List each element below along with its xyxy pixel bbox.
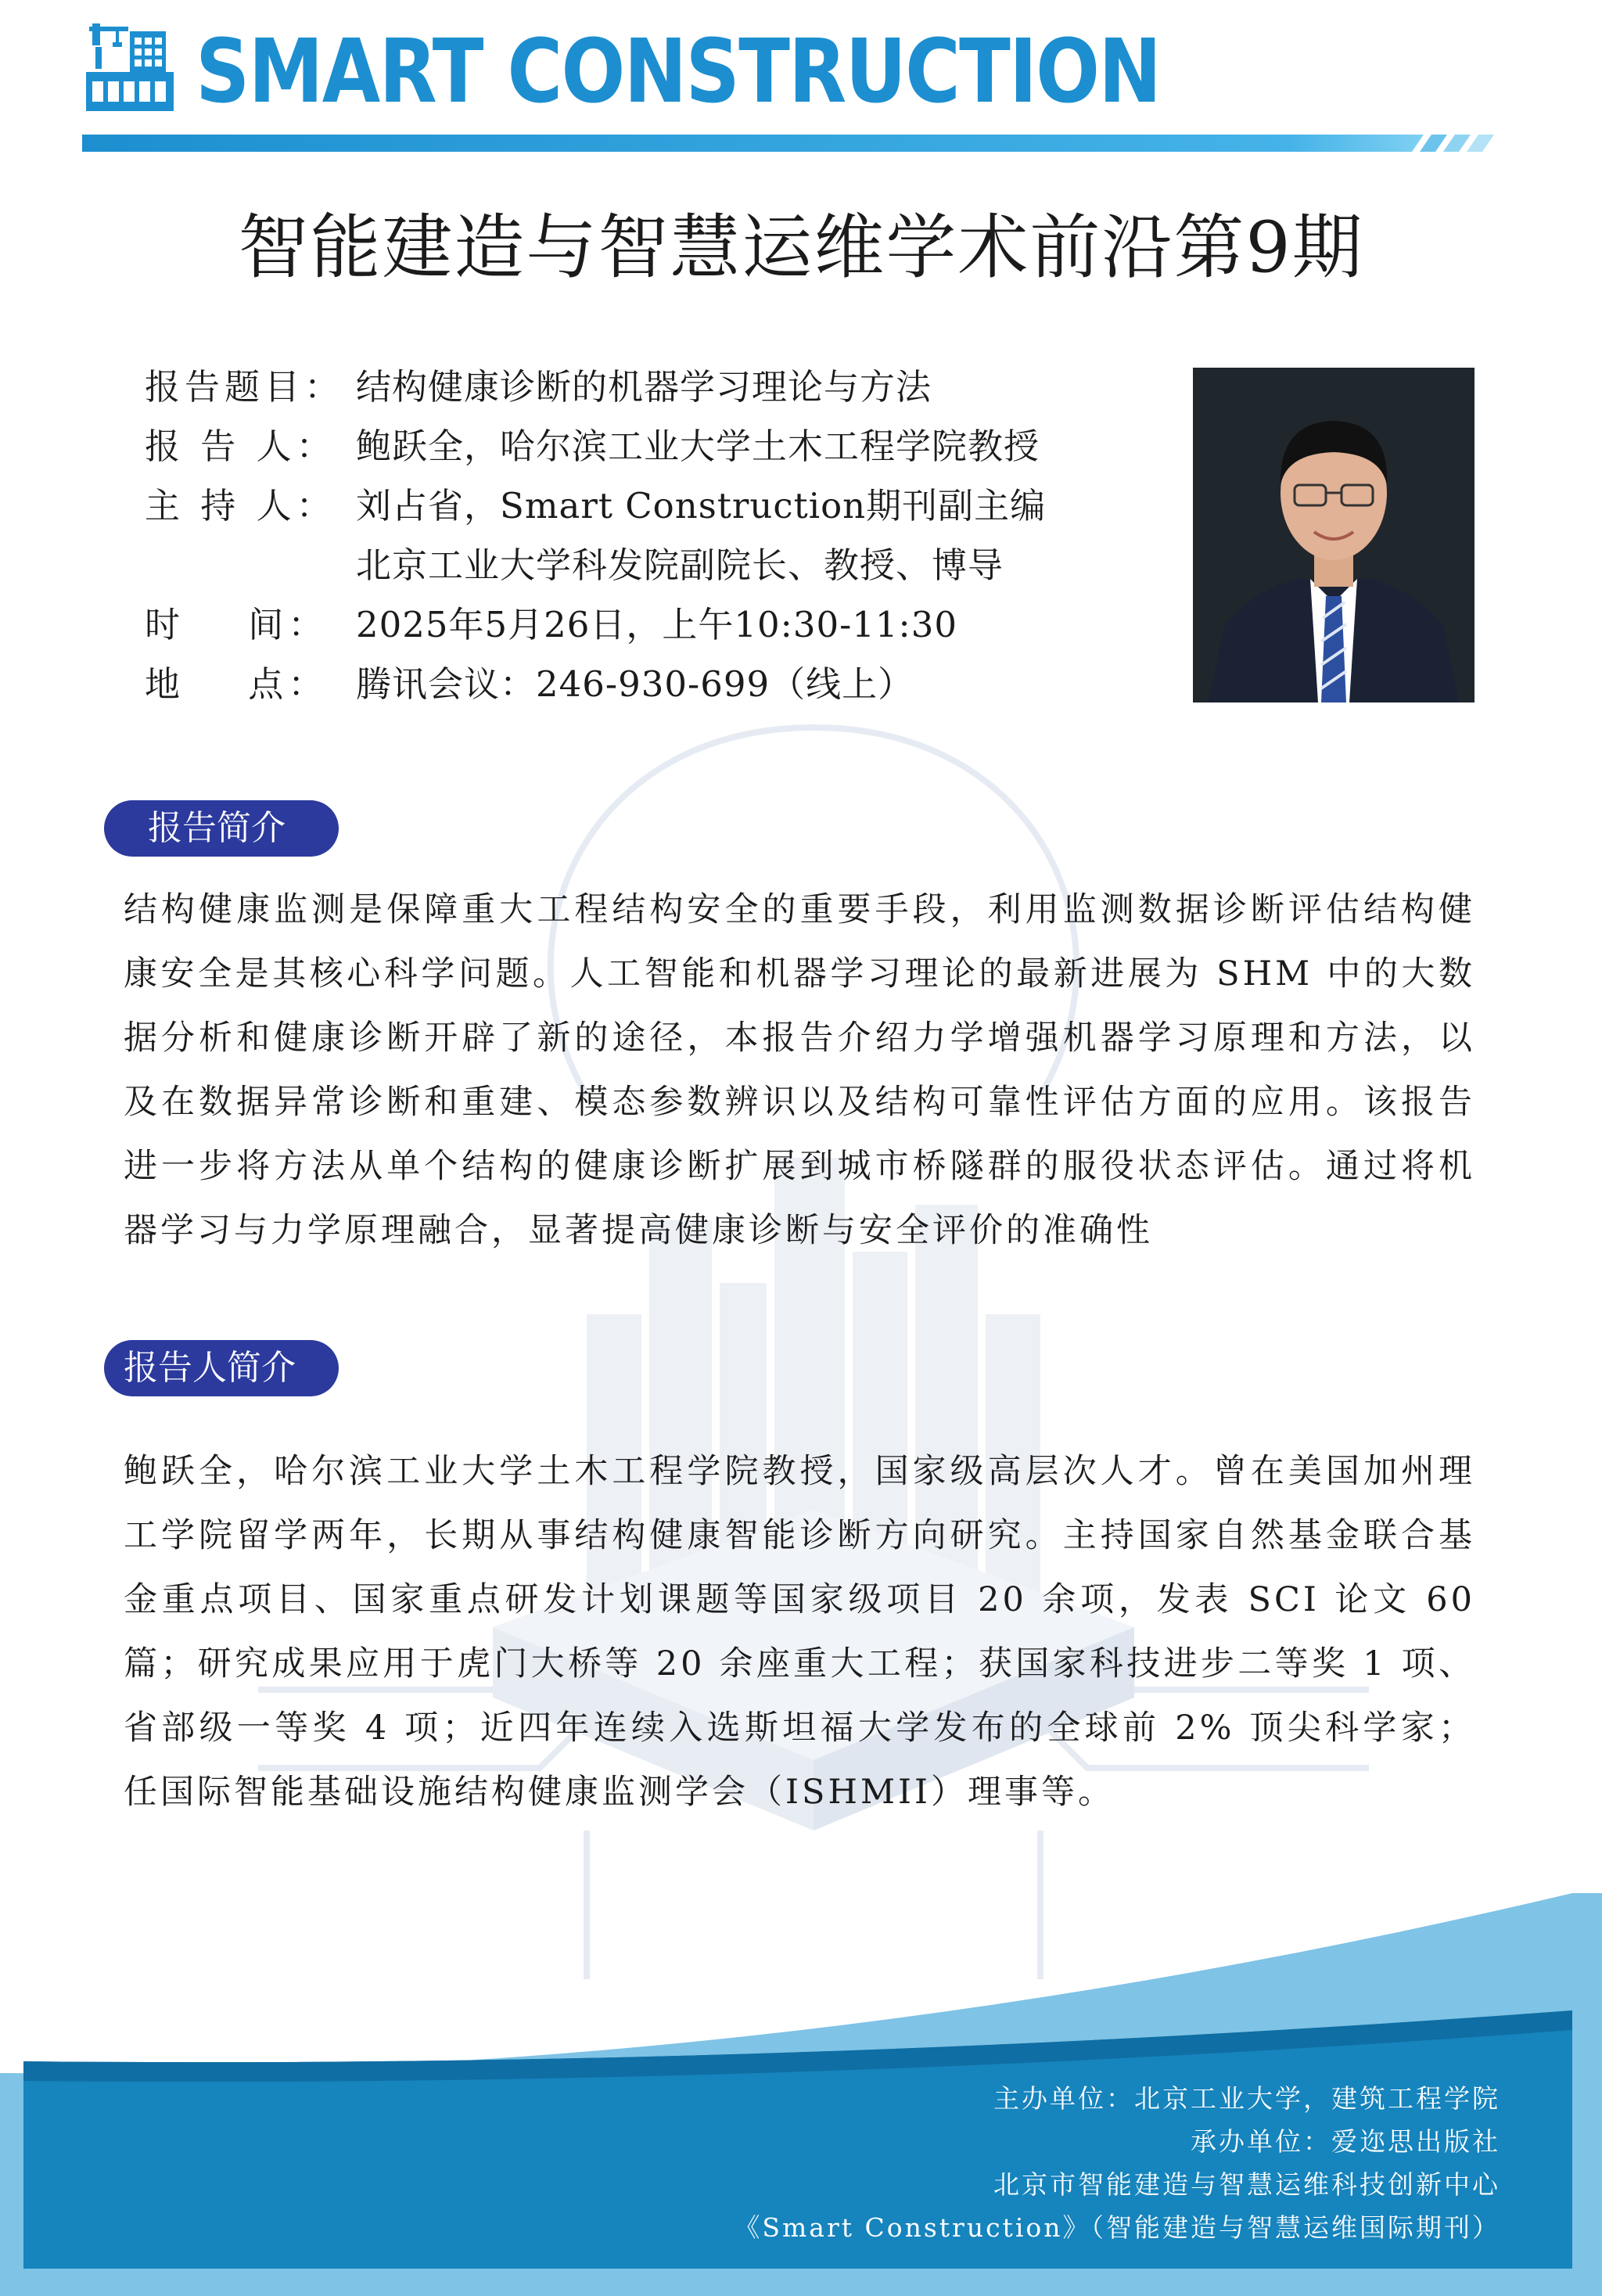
- organizer-info: [734, 2077, 1500, 2249]
- info-label: 时 间：: [145, 603, 329, 645]
- info-row-speaker: [145, 413, 1154, 472]
- info-value: 结构健康诊断的机器学习理论与方法: [356, 365, 932, 408]
- info-value: 2025年5月26日，上午10:30-11:30: [356, 603, 957, 645]
- info-row-host-title: [145, 532, 1154, 591]
- info-label: 地 点：: [145, 663, 329, 705]
- info-row-topic: [145, 354, 1154, 413]
- page-title: 智能建造与智慧运维学术前沿第9期: [238, 207, 1364, 289]
- intro-paragraph: 结构健康监测是保障重大工程结构安全的重要手段，利用监测数据诊断评估结构健康安全是其核心科学问题。人工智能和机器学习理论的最新进展为 SHM 中的大数据分析和健康诊断开辟了新的途径，本报告介绍力学增强机器学习原理和方法，以及在数据异常诊断和重建、模态参数辨识以及结构可靠性评估方面的应用。该报告进一步将方法从单个结构的健康诊断扩展到城市桥隧群的服役状态评估。通过将机器学习与力学原理融合，显著提高健康诊断与安全评价的准确性: [124, 890, 1475, 1250]
- section-heading-speaker: 报告人简介: [104, 1340, 339, 1396]
- header-divider-bar: [82, 135, 1498, 152]
- speaker-bio-paragraph: 鲍跃全，哈尔滨工业大学土木工程学院教授，国家级高层次人才。曾在美国加州理工学院留学两年，长期从事结构健康智能诊断方向研究。主持国家自然基金联合基金重点项目、国家重点研发计划课题等国家级项目 20 余项，发表 SCI 论文 60 篇；研究成果应用于虎门大桥等 20 余座重大工程；获国家科技进步二等奖 1 项、省部级一等奖 4 项；近四年连续入选斯坦福大学发布的全球前 2% 顶尖科学家；任国际智能基础设施结构健康监测学会（ISHMII）理事等。: [124, 1452, 1475, 1812]
- event-info: [145, 354, 1154, 710]
- organizer-line: 承办单位：爱迩思出版社: [1191, 2126, 1500, 2157]
- brand-wordmark: SMART CONSTRUCTION: [196, 21, 1161, 123]
- info-row-location: [145, 651, 1154, 710]
- info-value: 腾讯会议：246-930-699（线上）: [356, 663, 914, 705]
- organizer-line: 主办单位：北京工业大学，建筑工程学院: [993, 2083, 1500, 2114]
- info-value: 鲍跃全，哈尔滨工业大学土木工程学院教授: [356, 425, 1040, 467]
- building-crane-icon: [84, 23, 177, 116]
- info-label: 报告题目：: [145, 365, 345, 408]
- info-label: 主 持 人：: [145, 484, 336, 526]
- info-value: 北京工业大学科发院副院长、教授、博导: [356, 544, 1004, 586]
- organizer-line: 北京市智能建造与智慧运维科技创新中心: [993, 2169, 1500, 2200]
- speaker-portrait: [1193, 368, 1474, 702]
- info-row-time: [145, 591, 1154, 651]
- organizer-line: 《Smart Construction》（智能建造与智慧运维国际期刊）: [734, 2212, 1500, 2243]
- info-value: 刘占省，Smart Construction期刊副主编: [356, 484, 1047, 526]
- info-row-host: [145, 472, 1154, 532]
- section-heading-intro: 报告简介: [104, 800, 339, 857]
- info-label: 报 告 人：: [145, 425, 336, 467]
